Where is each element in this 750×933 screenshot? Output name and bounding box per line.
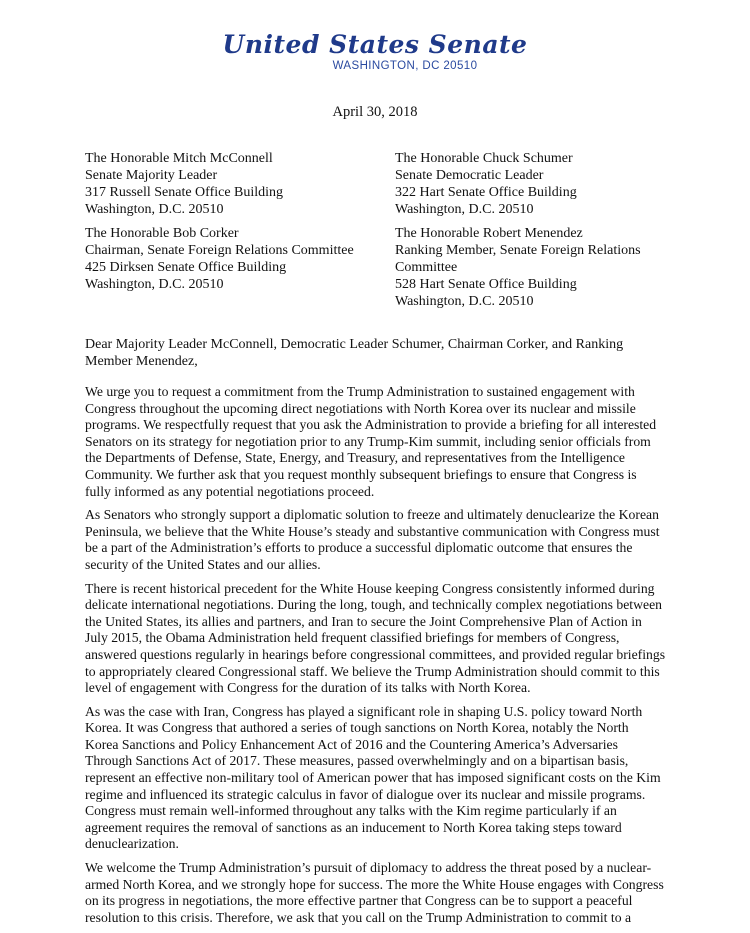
address-line: Washington, D.C. 20510 xyxy=(395,294,534,309)
address-line: Committee xyxy=(395,260,458,275)
address-line: The Honorable Robert Menendez xyxy=(395,226,583,241)
address-line: The Honorable Chuck Schumer xyxy=(395,151,573,166)
address-line: Senate Majority Leader xyxy=(85,168,218,183)
body-paragraph: As Senators who strongly support a diplomatic solution to freeze and ultimately denuclearize the Korean Peninsula, we believe that the White House’s steady and substantive communication with Congress must be a part of the Administration’s efforts to produce a successful diplomatic outcome that ensures the security of the United States and our allies. xyxy=(85,507,660,572)
recipient-address-corker xyxy=(85,225,354,293)
address-line: Washington, D.C. 20510 xyxy=(85,202,224,217)
letterhead xyxy=(0,30,750,72)
address-line: Washington, D.C. 20510 xyxy=(395,202,534,217)
letterhead-title: United States Senate xyxy=(222,30,528,59)
letter-date: April 30, 2018 xyxy=(332,104,418,120)
address-line: Chairman, Senate Foreign Relations Committee xyxy=(85,243,354,258)
recipient-address-mcconnell xyxy=(85,150,283,218)
address-line: 322 Hart Senate Office Building xyxy=(395,185,577,200)
address-line: 528 Hart Senate Office Building xyxy=(395,277,577,292)
address-line: Washington, D.C. 20510 xyxy=(85,277,224,292)
address-line: 425 Dirksen Senate Office Building xyxy=(85,260,287,275)
address-line: Ranking Member, Senate Foreign Relations xyxy=(395,243,641,258)
address-line: The Honorable Mitch McConnell xyxy=(85,151,273,166)
body-paragraph: We urge you to request a commitment from the Trump Administration to sustained engagement with Congress throughout the upcoming direct negotiations with North Korea over its nuclear and missile programs. We respectfully request that you ask the Administration to provide a briefing for all interested Senators on its strategy for negotiation prior to any Trump-Kim summit, including senior officials from the Departments of Defense, State, Energy, and Treasury, and representatives from the Intelligence Community. We further ask that you request monthly subsequent briefings to ensure that Congress is fully informed as any potential negotiations proceed. xyxy=(85,384,657,499)
letterhead-subtitle: WASHINGTON, DC 20510 xyxy=(332,60,478,72)
salutation: Dear Majority Leader McConnell, Democratic Leader Schumer, Chairman Corker, and Ranking Member Menendez, xyxy=(85,337,624,369)
body-paragraph: We welcome the Trump Administration’s pursuit of diplomacy to address the threat posed by a nuclear-armed North Korea, and we strongly hope for success. The more the White House engages with Congress on its progress in negotiations, the more effective partner that Congress can be to support a peaceful resolution to this crisis. Therefore, we ask that you call on the Trump Administration to commit to a xyxy=(85,860,664,925)
recipient-address-schumer xyxy=(395,150,577,218)
address-line: 317 Russell Senate Office Building xyxy=(85,185,284,200)
letter-body xyxy=(85,384,665,933)
address-line: Senate Democratic Leader xyxy=(395,168,544,183)
recipient-address-menendez xyxy=(395,225,641,310)
body-paragraph: There is recent historical precedent for the White House keeping Congress consistently informed during delicate international negotiations. During the long, tough, and technically complex negotiations between the United States, its allies and partners, and Iran to secure the Joint Comprehensive Plan of Action in July 2015, the Obama Administration held frequent classified briefings for members of Congress, answered questions regularly in hearings before congressional committees, and provided regular briefings to appropriately cleared Congressional staff. We believe the Trump Administration should commit to this level of engagement with Congress for the duration of its talks with North Korea. xyxy=(85,580,666,696)
address-line: The Honorable Bob Corker xyxy=(85,226,239,241)
body-paragraph: As was the case with Iran, Congress has played a significant role in shaping U.S. policy toward North Korea. It was Congress that authored a series of tough sanctions on North Korea, notably the North Korea Sanctions and Policy Enhancement Act of 2016 and the Countering America’s Adversaries Through Sanctions Act of 2017. These measures, passed overwhelmingly and on a bipartisan basis, represent an effective non-military tool of American power that has imposed significant costs on the Kim regime and influenced its strategic calculus in favor of dialogue over its nuclear and missile programs. Congress must remain well-informed throughout any talks with the Kim regime particularly if an agreement requires the removal of sanctions as an inducement to North Korea taking steps toward denuclearization. xyxy=(85,703,661,852)
